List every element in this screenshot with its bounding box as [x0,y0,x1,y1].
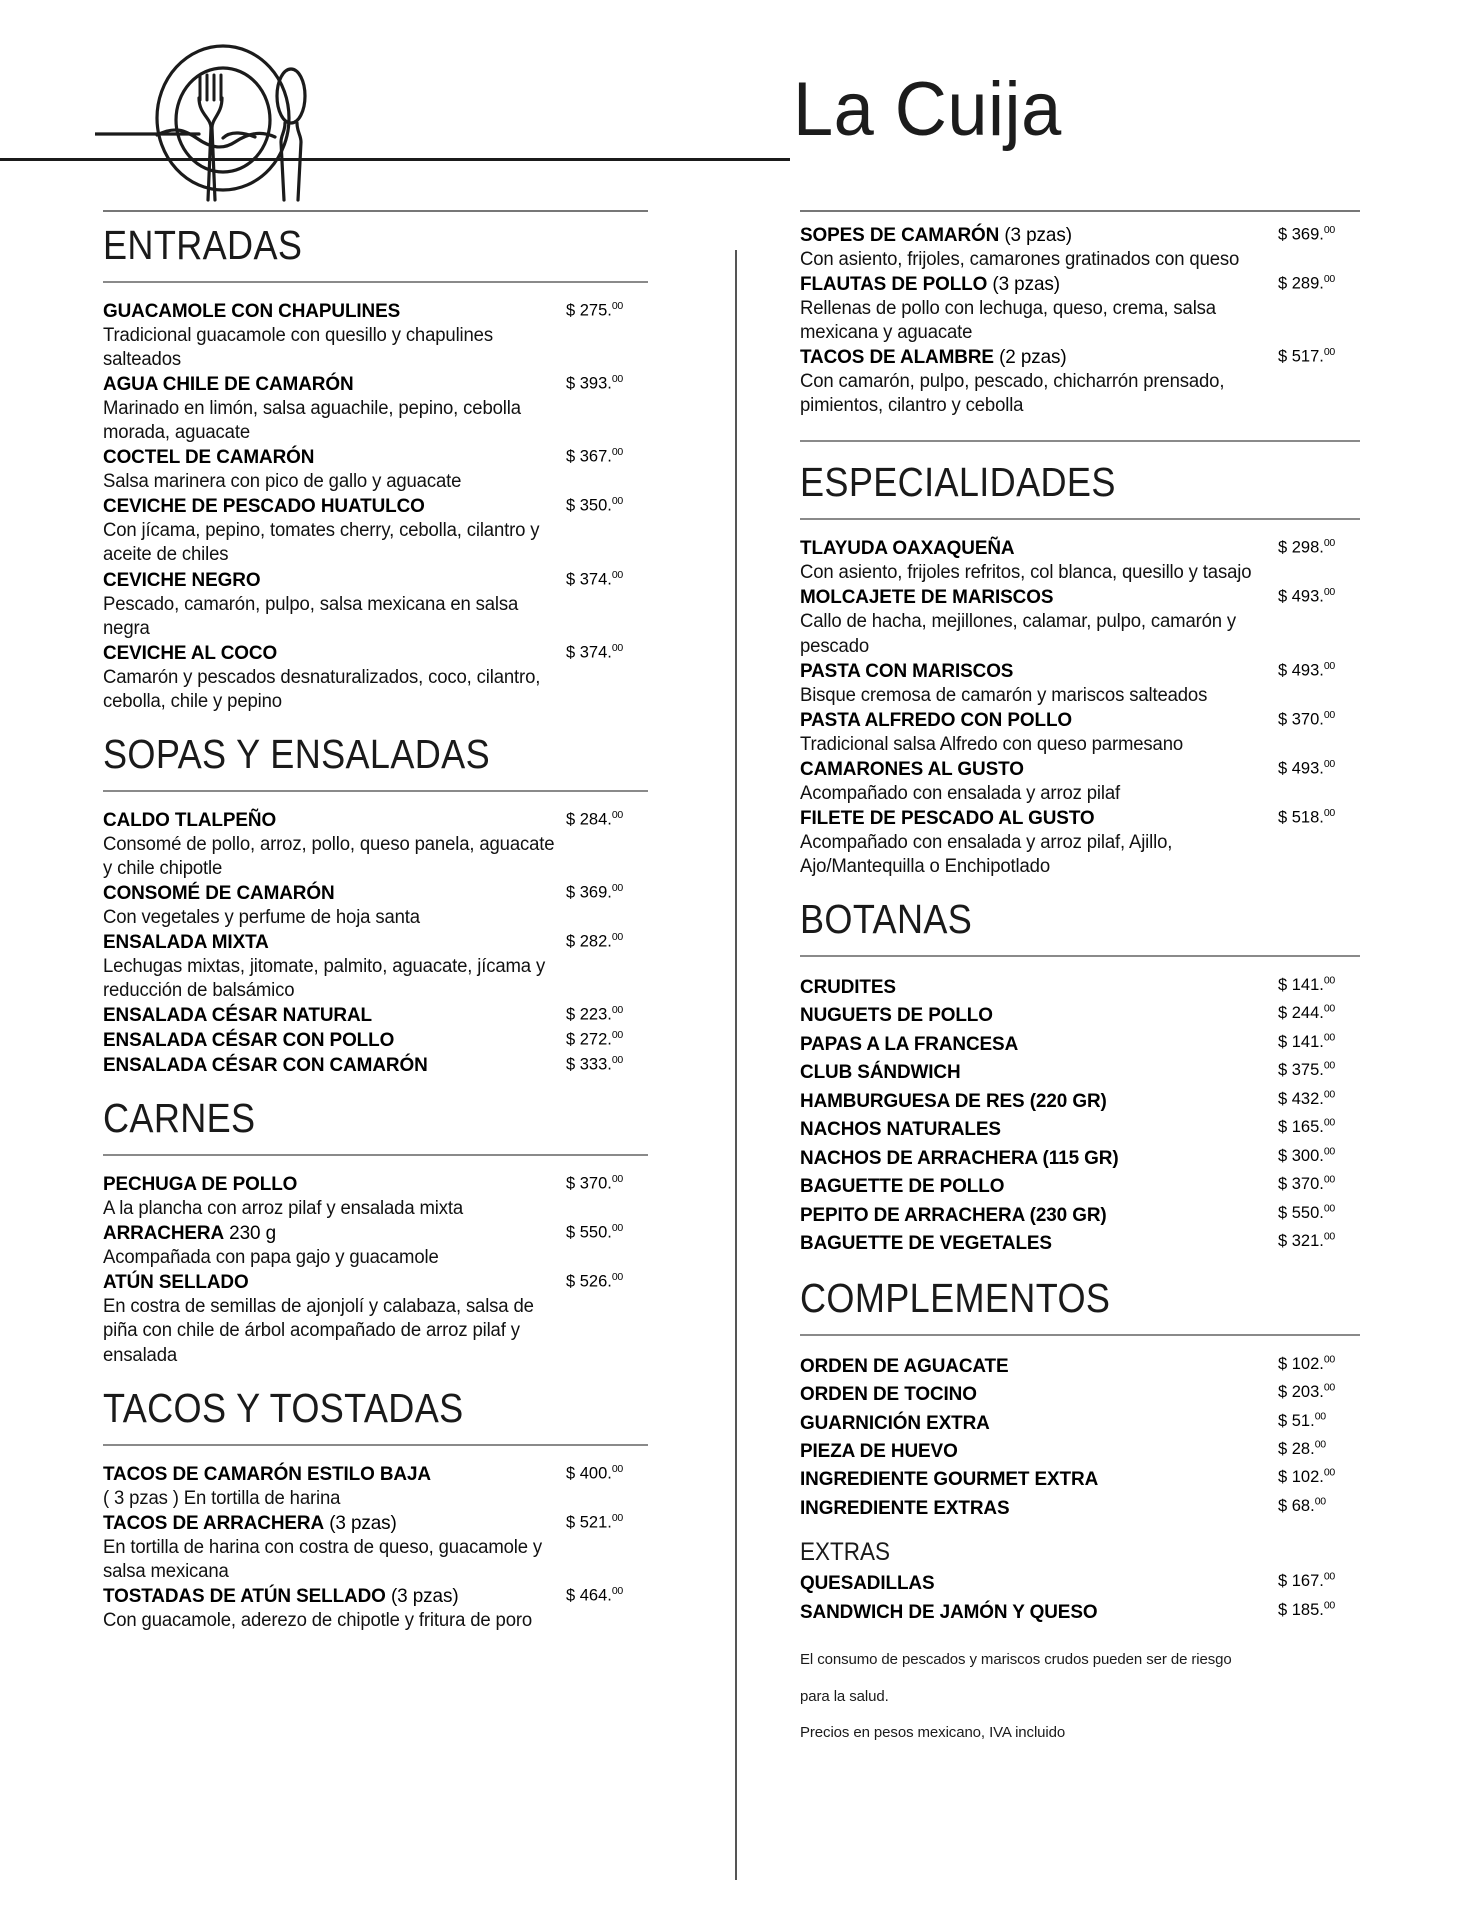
menu-item-row [800,536,1360,561]
menu-item-price-cents: 00 [1323,1230,1335,1243]
menu-item-row [800,1201,1360,1229]
section-heading: TACOS Y TOSTADAS [103,1384,464,1431]
menu-item-name-nachos-naturales: NACHOS NATURALES [800,1118,1001,1141]
subsection-heading-extras: EXTRAS [800,1538,891,1567]
menu-item-price-cents: 00 [1323,1145,1335,1158]
menu-item-price-cents: 00 [1314,1495,1326,1508]
menu-item-price-cents: 00 [611,641,623,654]
column-divider [735,250,737,1880]
menu-item-price-cents: 00 [1323,1031,1335,1044]
menu-item-name-ensalada-cesar-con-camaron: ENSALADA CÉSAR CON CAMARÓN [103,1054,428,1077]
menu-item-quantity: (3 pzas) [324,1511,397,1534]
menu-item-name-arrachera: ARRACHERA 230 g [103,1222,277,1245]
menu-item-row [800,659,1360,684]
menu-item [800,585,1360,658]
menu-item [103,1221,648,1270]
menu-item-price-cents: 00 [1323,1059,1335,1072]
menu-item [103,641,648,714]
menu-item [800,1598,1360,1626]
menu-item-name-tlayuda-oaxaquena: TLAYUDA OAXAQUEÑA [800,537,1015,560]
menu-item-name-camarones-al-gusto: CAMARONES AL GUSTO [800,757,1024,780]
menu-item-row [103,808,648,833]
menu-item-price-cents: 00 [611,568,623,581]
menu-item [103,1028,648,1053]
menu-item-name-orden-de-aguacate: ORDEN DE AGUACATE [800,1354,1009,1377]
menu-item-row [103,881,648,906]
menu-item [800,272,1360,345]
fork-plate-spoon-line-art-icon [95,38,355,198]
menu-item-name-guacamole-con-chapulines: GUACAMOLE CON CHAPULINES [103,299,401,322]
menu-item [103,881,648,930]
menu-item-row [800,585,1360,610]
menu-item-row [800,1001,1360,1029]
menu-item-name-sopes-de-camaron: SOPES DE CAMARÓN (3 pzas) [800,224,1072,246]
menu-item-row [800,1058,1360,1086]
menu-section-especialidades [800,442,1360,879]
menu-item-price: $ 432.00 [1278,1088,1335,1108]
menu-item [103,808,648,881]
menu-item [800,1001,1360,1029]
menu-item [800,1569,1360,1597]
menu-item-price: $ 68.00 [1278,1495,1326,1515]
menu-item-description: Acompañado con ensalada y arroz pilaf, Ajillo, Ajo/Mantequilla o Enchipotlado [800,831,1173,877]
menu-item-description: En costra de semillas de ajonjolí y calabaza, salsa de piña con chile de árbol acompañado de arroz pilaf y ensalada [103,1296,534,1366]
menu-item-price-cents: 00 [1323,1353,1335,1366]
section-heading: SOPAS Y ENSALADAS [103,731,491,777]
section-item-list [800,1336,1360,1523]
menu-item-description: Rellenas de pollo con lechuga, queso, crema, salsa mexicana y aguacate [800,298,1216,344]
menu-item [800,1058,1360,1086]
menu-item-row [800,1172,1360,1200]
menu-item [103,299,648,372]
menu-item-name-baguette-de-pollo: BAGUETTE DE POLLO [800,1175,1005,1198]
menu-item-row [103,1028,648,1053]
menu-item-name-pasta-con-mariscos: PASTA CON MARISCOS [800,659,1014,682]
menu-item-name-ensalada-cesar-natural: ENSALADA CÉSAR NATURAL [103,1004,372,1027]
menu-item-price: $ 282.00 [566,931,623,951]
menu-item-price: $ 141.00 [1278,1031,1335,1051]
menu-item-price: $ 550.00 [566,1222,623,1242]
menu-item-price: $ 275.00 [566,299,623,320]
menu-item-price-cents: 00 [1323,537,1335,550]
menu-item [800,1201,1360,1229]
menu-item-price-cents: 00 [1323,346,1335,359]
menu-item-name-tostadas-de-atun-sellado: TOSTADAS DE ATÚN SELLADO (3 pzas) [103,1584,459,1607]
footer-notes [800,1626,1360,1742]
menu-item-name-pechuga-de-pollo: PECHUGA DE POLLO [103,1173,298,1196]
menu-item-name-quesadillas: QUESADILLAS [800,1572,935,1595]
menu-item-price: $ 464.00 [566,1584,623,1605]
menu-item-description: Con guacamole, aderezo de chipotle y fritura de poro [103,1609,533,1631]
menu-item-price: $ 333.00 [566,1054,623,1074]
menu-item-name-pasta-alfredo-con-pollo: PASTA ALFREDO CON POLLO [800,708,1073,731]
section-heading: COMPLEMENTOS [800,1274,1111,1321]
menu-item-price: $ 165.00 [1278,1116,1335,1137]
menu-item-price: $ 370.00 [1278,708,1335,729]
menu-item-name-ensalada-cesar-con-pollo: ENSALADA CÉSAR CON POLLO [103,1029,395,1052]
menu-section-carnes [103,1078,648,1367]
menu-item-name-filete-de-pescado-al-gusto: FILETE DE PESCADO AL GUSTO [800,806,1095,829]
menu-item-description: Lechugas mixtas, jitomate, palmito, aguacate, jícama y reducción de balsámico [103,956,546,1002]
menu-item-price-cents: 00 [611,1173,623,1186]
section-item-list [103,283,648,714]
menu-item-name-papas-a-la-francesa: PAPAS A LA FRANCESA [800,1032,1019,1055]
menu-item [103,1511,648,1584]
menu-section-complementos [800,1258,1360,1627]
menu-item-row [800,708,1360,733]
menu-item-description: Camarón y pescados desnaturalizados, coco, cilantro, cebolla, chile y pepino [103,666,541,712]
menu-item-price: $ 51.00 [1278,1410,1326,1430]
menu-item [800,1172,1360,1200]
right-column [800,205,1360,1762]
menu-item-price: $ 370.00 [566,1173,623,1193]
menu-item-row [800,1598,1360,1626]
menu-item-description: Tradicional salsa Alfredo con queso parmesano [800,733,1184,755]
menu-section-sopas-y-ensaladas [103,714,648,1078]
menu-item-description: En tortilla de harina con costra de queso, guacamole y salsa mexicana [103,1536,543,1582]
menu-item-price-cents: 00 [611,1222,623,1235]
menu-item-name-ceviche-de-pescado-huatulco: CEVICHE DE PESCADO HUATULCO [103,495,425,518]
menu-item-row [103,1221,648,1246]
menu-item-description: Acompañado con ensalada y arroz pilaf [800,782,1121,804]
menu-item [800,1437,1360,1465]
menu-item-price: $ 244.00 [1278,1002,1335,1023]
menu-item-price: $ 185.00 [1278,1599,1335,1619]
menu-item [800,806,1360,879]
section-item-list [103,1446,648,1633]
menu-item-price: $ 289.00 [1278,273,1335,293]
menu-item-price-cents: 00 [1323,1570,1335,1583]
page-title: La Cuija [793,67,1062,152]
menu-item [103,1270,648,1367]
menu-item-name-molcajete-de-mariscos: MOLCAJETE DE MARISCOS [800,586,1054,609]
menu-item-row [800,345,1360,370]
menu-item-description: Pescado, camarón, pulpo, salsa mexicana en salsa negra [103,593,519,639]
menu-item [103,568,648,641]
menu-item-price: $ 102.00 [1278,1466,1335,1487]
menu-item-row [800,1030,1360,1058]
menu-item-row [800,757,1360,782]
menu-item-description: Callo de hacha, mejillones, calamar, pulpo, camarón y pescado [800,611,1237,657]
menu-item-price-cents: 00 [1314,1410,1326,1423]
menu-item-price-cents: 00 [611,373,623,386]
menu-item-row [800,1569,1360,1597]
menu-item-price-cents: 00 [1323,224,1335,236]
menu-item [103,445,648,494]
menu-item [800,1229,1360,1257]
menu-item-price-cents: 00 [611,446,623,459]
menu-item-name-tacos-de-arrachera: TACOS DE ARRACHERA (3 pzas) [103,1511,397,1534]
menu-item [800,1465,1360,1493]
menu-item-name-orden-de-tocino: ORDEN DE TOCINO [800,1383,977,1406]
menu-item-price: $ 223.00 [566,1004,623,1024]
menu-item-price-cents: 00 [1323,273,1335,286]
menu-item [800,536,1360,585]
menu-item-quantity: (3 pzas) [999,224,1072,246]
menu-item-description: Bisque cremosa de camarón y mariscos salteados [800,684,1208,706]
menu-item-row [800,1087,1360,1115]
menu-item-price: $ 298.00 [1278,537,1335,557]
left-column [103,205,648,1633]
menu-item-price: $ 493.00 [1278,586,1335,606]
menu-item-row [103,1172,648,1197]
menu-item-name-ingrediente-gourmet-extra: INGREDIENTE GOURMET EXTRA [800,1468,1099,1491]
menu-item-price-cents: 00 [1323,806,1335,819]
menu-item-price-cents: 00 [1323,659,1335,672]
menu-item-name-atun-sellado: ATÚN SELLADO [103,1271,249,1294]
menu-section-tacos-y-tostadas [103,1368,648,1633]
menu-item-description: A la plancha con arroz pilaf y ensalada mixta [103,1198,464,1220]
menu-item-price-cents: 00 [611,1004,623,1017]
menu-item-row [800,1409,1360,1437]
menu-item-price: $ 300.00 [1278,1145,1335,1165]
menu-item-quantity: (3 pzas) [385,1584,459,1607]
menu-item [800,757,1360,806]
menu-item [800,1087,1360,1115]
section-heading: CARNES [103,1095,256,1142]
menu-item-price-cents: 00 [1323,1202,1335,1215]
menu-item-description: ( 3 pzas ) En tortilla de harina [103,1487,341,1509]
menu-columns [0,205,1484,1905]
menu-item-price-cents: 00 [611,495,623,508]
menu-item-name-baguette-de-vegetales: BAGUETTE DE VEGETALES [800,1232,1052,1255]
menu-item-row [800,1229,1360,1257]
menu-item-description: Marinado en limón, salsa aguachile, pepino, cebolla morada, aguacate [103,398,521,444]
menu-item [800,1352,1360,1380]
menu-item-price: $ 517.00 [1278,346,1335,366]
menu-item-price-cents: 00 [611,1511,623,1524]
menu-item-name-flautas-de-pollo: FLAUTAS DE POLLO (3 pzas) [800,273,1060,296]
menu-item-row [103,1584,648,1609]
menu-item [103,1584,648,1633]
menu-item [800,973,1360,1001]
menu-item-price: $ 521.00 [566,1511,623,1532]
menu-item-row [103,1053,648,1078]
footer-note-2: para la salud. [800,1687,889,1705]
menu-item [800,1115,1360,1143]
menu-item-price-cents: 00 [611,882,623,895]
menu-item-price: $ 375.00 [1278,1059,1335,1080]
menu-item [800,659,1360,708]
menu-item-price: $ 374.00 [566,641,623,662]
menu-item-row [800,272,1360,297]
menu-item-name-ceviche-al-coco: CEVICHE AL COCO [103,641,278,664]
menu-item-name-ceviche-negro: CEVICHE NEGRO [103,568,261,591]
menu-item-price-cents: 00 [611,1271,623,1284]
menu-item-row [800,1494,1360,1522]
subsection-item-list [800,1569,1360,1626]
menu-item-name-tacos-de-camaron-estilo-baja: TACOS DE CAMARÓN ESTILO BAJA [103,1462,431,1485]
menu-item-row [800,1437,1360,1465]
menu-item-description: Con asiento, frijoles, camarones gratinados con queso [800,248,1240,270]
menu-item-name-hamburguesa-de-res-220-gr: HAMBURGUESA DE RES (220 GR) [800,1089,1107,1112]
menu-item-description: Acompañada con papa gajo y guacamole [103,1247,439,1269]
menu-item-row [800,1115,1360,1143]
menu-item-name-agua-chile-de-camaron: AGUA CHILE DE CAMARÓN [103,373,354,396]
menu-item-price-cents: 00 [611,1462,623,1475]
menu-item [800,1030,1360,1058]
menu-item-price: $ 518.00 [1278,806,1335,827]
menu-item-name-coctel-de-camaron: COCTEL DE CAMARÓN [103,446,315,469]
menu-item-description: Tradicional guacamole con quesillo y chapulines salteados [103,324,493,370]
menu-item-row [103,494,648,519]
menu-item-price: $ 141.00 [1278,974,1335,995]
menu-item-row [103,1270,648,1295]
menu-item-price: $ 284.00 [566,808,623,829]
menu-item-row [103,1462,648,1487]
menu-section-botanas [800,879,1360,1258]
menu-item-price-cents: 00 [611,1029,623,1042]
menu-item-price: $ 550.00 [1278,1202,1335,1222]
menu-item [103,372,648,445]
menu-item-row [800,1465,1360,1493]
menu-item-row [800,1380,1360,1408]
menu-item [800,223,1360,272]
menu-item-price: $ 167.00 [1278,1570,1335,1591]
menu-item-price: $ 493.00 [1278,757,1335,778]
menu-item-description: Consomé de pollo, arroz, pollo, queso panela, aguacate y chile chipotle [103,833,555,879]
menu-item-price-cents: 00 [611,1054,623,1067]
menu-item-price-cents: 00 [1323,1088,1335,1101]
menu-item-row [800,1144,1360,1172]
menu-item-row [103,299,648,324]
menu-item-name-consome-de-camaron: CONSOMÉ DE CAMARÓN [103,882,335,905]
menu-item-name-pepito-de-arrachera-230-gr: PEPITO DE ARRACHERA (230 GR) [800,1203,1107,1226]
menu-item-name-caldo-tlalpeno: CALDO TLALPEÑO [103,808,277,831]
menu-item-price-cents: 00 [1323,1173,1335,1186]
menu-item-price: $ 102.00 [1278,1353,1335,1373]
menu-item-price-cents: 00 [611,1584,623,1597]
menu-item-description: Con camarón, pulpo, pescado, chicharrón prensado, pimientos, cilantro y cebolla [800,371,1225,417]
menu-item [800,1409,1360,1437]
menu-item-price-cents: 00 [1323,757,1335,770]
menu-item [800,345,1360,418]
menu-item [103,1462,648,1511]
menu-item-name-tacos-de-alambre: TACOS DE ALAMBRE (2 pzas) [800,346,1067,369]
menu-item-row [103,641,648,666]
menu-item-price-cents: 00 [611,808,623,821]
menu-item-row [103,568,648,593]
menu-item [103,1172,648,1221]
menu-item-price: $ 272.00 [566,1029,623,1049]
menu-item-price-cents: 00 [611,299,623,312]
menu-item-price-cents: 00 [1323,586,1335,599]
section-heading: ENTRADAS [103,222,303,268]
section-item-list [103,1156,648,1367]
menu-item-price-cents: 00 [1323,1599,1335,1612]
menu-item-price: $ 28.00 [1278,1438,1326,1459]
menu-item-price: $ 400.00 [566,1462,623,1483]
menu-item-description: Con jícama, pepino, tomates cherry, cebolla, cilantro y aceite de chiles [103,520,540,566]
menu-item-price: $ 493.00 [1278,659,1335,680]
menu-item [103,494,648,567]
footer-note-1: El consumo de pescados y mariscos crudos pueden ser de riesgo [800,1651,1232,1669]
menu-item-quantity: (2 pzas) [993,346,1067,369]
menu-item-quantity: 230 g [224,1222,277,1245]
menu-item-price-cents: 00 [1323,1002,1335,1015]
menu-item-price: $ 350.00 [566,495,623,515]
menu-item [103,1053,648,1078]
menu-item-description: Con asiento, frijoles refritos, col blanca, quesillo y tasajo [800,562,1252,584]
menu-item-name-nachos-de-arrachera-115-gr: NACHOS DE ARRACHERA (115 GR) [800,1146,1119,1169]
menu-item [800,1380,1360,1408]
menu-item-row [103,445,648,470]
menu-item-row [800,806,1360,831]
section-item-list [103,792,648,1078]
menu-item-row [800,1352,1360,1380]
menu-item-name-nuguets-de-pollo: NUGUETS DE POLLO [800,1004,993,1027]
menu-item [103,1003,648,1028]
menu-item-price: $ 321.00 [1278,1230,1335,1251]
menu-item-price: $ 367.00 [566,446,623,466]
menu-item-price: $ 374.00 [566,568,623,589]
menu-item-price-cents: 00 [1323,1116,1335,1129]
menu-item-name-ensalada-mixta: ENSALADA MIXTA [103,931,269,954]
menu-item-quantity: (3 pzas) [987,273,1060,296]
menu-item-price-cents: 00 [1323,1381,1335,1394]
menu-item-price: $ 369.00 [1278,224,1335,244]
menu-item-price-cents: 00 [611,931,623,944]
section-item-list [800,520,1360,879]
menu-item-name-sandwich-de-jamon-y-queso: SANDWICH DE JAMÓN Y QUESO [800,1600,1098,1623]
menu-item-price: $ 526.00 [566,1271,623,1291]
menu-item-price-cents: 00 [1323,974,1335,987]
menu-item-price: $ 370.00 [1278,1173,1335,1194]
menu-item-name-club-sandwich: CLUB SÁNDWICH [800,1061,961,1084]
menu-item-row [103,372,648,397]
menu-item-price: $ 369.00 [566,882,623,902]
menu-item-price-cents: 00 [1323,1466,1335,1479]
menu-item-name-ingrediente-extras: INGREDIENTE EXTRAS [800,1496,1010,1519]
menu-item-row [103,1003,648,1028]
menu-item [800,1494,1360,1522]
menu-section-entradas [103,205,648,714]
menu-item-name-guarnicion-extra: GUARNICIÓN EXTRA [800,1411,990,1434]
menu-item-price-cents: 00 [1323,708,1335,721]
menu-item-row [800,973,1360,1001]
menu-item [800,1144,1360,1172]
menu-item-price: $ 203.00 [1278,1381,1335,1402]
section-heading: BOTANAS [800,896,973,943]
section-heading: ESPECIALIDADES [800,459,1116,506]
footer-note-3: Precios en pesos mexicano, IVA incluido [800,1724,1066,1742]
menu-item [103,930,648,1003]
menu-item-row [103,930,648,955]
menu-item-name-crudites: CRUDITES [800,976,896,999]
menu-item-price-cents: 00 [1314,1438,1326,1451]
menu-item-row [800,223,1360,248]
section-item-list [800,957,1360,1258]
menu-header [0,0,1484,205]
menu-item-description: Salsa marinera con pico de gallo y aguacate [103,471,462,493]
menu-item-price: $ 393.00 [566,373,623,393]
menu-item-description: Con vegetales y perfume de hoja santa [103,907,420,929]
menu-item [800,708,1360,757]
menu-item-row [103,1511,648,1536]
right-column-lead-items [800,205,1360,418]
menu-item-name-pieza-de-huevo: PIEZA DE HUEVO [800,1440,958,1463]
